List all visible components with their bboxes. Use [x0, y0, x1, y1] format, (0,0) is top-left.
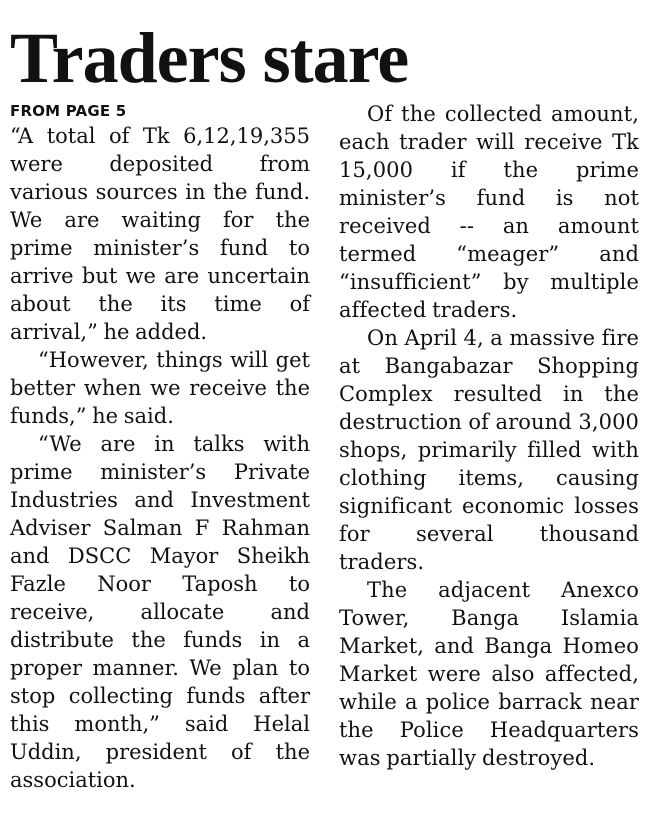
paragraph: The adjacent Anexco Tower, Banga Islamia Market, and Banga Homeo Market were also affected, while a police barrack near the Police Headquarters was partially destroyed. [339, 578, 639, 770]
article-column-left [10, 100, 310, 794]
paragraph: Of the collected amount, each trader will receive Tk 15,000 if the prime minister’s fund is not received -- an amount termed “meager” and “insufficient” by multiple affected traders. [339, 102, 639, 322]
paragraph: “However, things will get better when we receive the funds,” he said. [10, 348, 310, 428]
article-column-right [339, 100, 639, 772]
paragraph: “We are in talks with prime minister’s Private Industries and Investment Adviser Salman F Rahman and DSCC Mayor Sheikh Fazle Noor Taposh to receive, allocate and distribute the funds in a proper manner. We plan to stop collecting funds after this month,” said Helal Uddin, president of the association. [10, 432, 310, 792]
headline: Traders stare [10, 18, 409, 98]
continuation-kicker: FROM PAGE 5 [10, 102, 127, 120]
paragraph: “A total of Tk 6,12,19,355 were deposited from various sources in the fund. We are waiting for the prime minister’s fund to arrive but we are uncertain about the its time of arrival,” he added. [10, 124, 310, 344]
paragraph: On April 4, a massive fire at Bangabazar Shopping Complex resulted in the destruction of around 3,000 shops, primarily filled with clothing items, causing significant economic losses for several thousand traders. [339, 326, 639, 574]
